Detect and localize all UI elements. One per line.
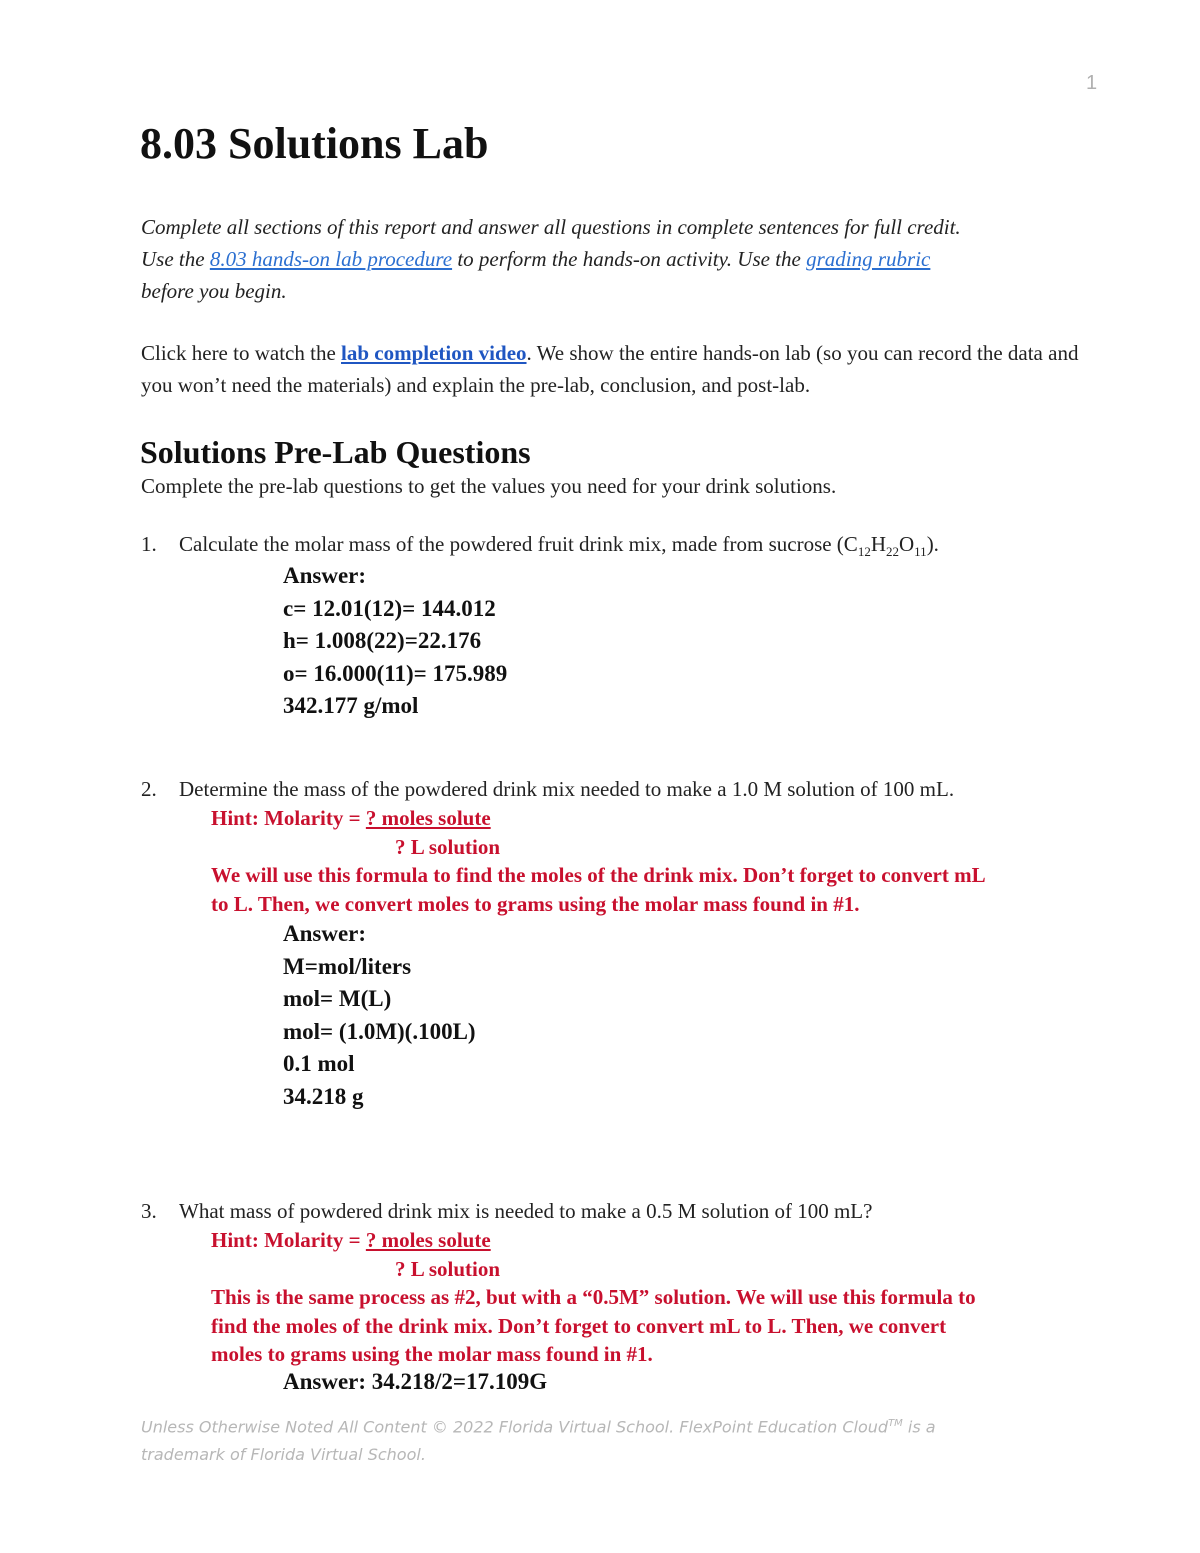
answer-2-line: 0.1 mol — [283, 1051, 355, 1076]
page-number: 1 — [1086, 72, 1098, 94]
prelab-subtitle: Complete the pre-lab questions to get the values you need for your drink solutions. — [141, 474, 837, 498]
answer-2-line: mol= M(L) — [283, 986, 392, 1011]
hint-2: Hint: Molarity = ? moles solute ? L solution We will use this formula to find the moles of the drink mix. Don’t forget to convert mL to L. Then, we convert moles to grams using the molar mass found in #1. — [211, 804, 1101, 918]
answer-1-line: h= 1.008(22)=22.176 — [283, 628, 482, 653]
answer-2 — [283, 918, 476, 1113]
copyright-footer: Unless Otherwise Noted All Content © 2022 Florida Virtual School. FlexPoint Education Cloud™ is a trademark of Florida Virtual School. — [141, 1417, 936, 1465]
lab-completion-video-link[interactable]: lab completion video — [341, 341, 527, 365]
prelab-heading: Solutions Pre-Lab Questions — [140, 434, 531, 470]
hint-3-denominator: ? L solution — [395, 1256, 501, 1281]
answer-1 — [283, 560, 507, 723]
hint-3: Hint: Molarity = ? moles solute ? L solution This is the same process as #2, but with a “0.5M” solution. We will use this formula to find the moles of the drink mix. Don’t forget to convert mL to L. Then, we convert moles to grams using the molar mass found in #1. — [211, 1226, 1101, 1369]
answer-1-line: Answer: — [283, 563, 367, 588]
answer-2-line: 34.218 g — [283, 1083, 364, 1109]
answer-2-line: Answer: — [283, 921, 367, 946]
intro-line-1: Complete all sections of this report and answer all questions in complete sentences for full credit. — [141, 215, 961, 239]
answer-3: Answer: 34.218/2=17.109G — [283, 1369, 548, 1394]
grading-rubric-link[interactable]: grading rubric — [806, 247, 931, 271]
intro-line-3: before you begin. — [141, 279, 287, 303]
answer-1-line: o= 16.000(11)= 175.989 — [283, 660, 508, 686]
answer-1-line: 342.177 g/mol — [283, 693, 419, 718]
question-2: 2. Determine the mass of the powdered drink mix needed to make a 1.0 M solution of 100 mL. — [141, 777, 955, 801]
answer-1-line: c= 12.01(12)= 144.012 — [283, 595, 496, 621]
intro-paragraph — [141, 211, 1101, 307]
page-title: 8.03 Solutions Lab — [140, 119, 489, 168]
answer-2-line: mol= (1.0M)(.100L) — [283, 1018, 476, 1044]
answer-2-line: M=mol/liters — [283, 953, 412, 979]
hint-2-numerator: ? moles solute — [365, 806, 491, 830]
hint-2-denominator: ? L solution — [395, 834, 501, 859]
procedure-link[interactable]: 8.03 hands-on lab procedure — [209, 247, 453, 271]
question-1: 1. Calculate the molar mass of the powdered fruit drink mix, made from sucrose $(C_{12}H_{22}O_{11})$. — [141, 532, 939, 560]
hint-3-numerator: ? moles solute — [365, 1228, 491, 1252]
intro-line-2: Use the 8.03 hands-on lab procedure to perform the hands-on activity. Use the grading rubric — [141, 247, 931, 271]
video-paragraph: Click here to watch the lab completion video. We show the entire hands-on lab (so you can record the data and you won’t need the materials) and explain the pre-lab, conclusion, and post-lab. — [141, 341, 1079, 397]
question-3: 3. What mass of powdered drink mix is needed to make a 0.5 M solution of 100 mL? — [141, 1199, 873, 1223]
